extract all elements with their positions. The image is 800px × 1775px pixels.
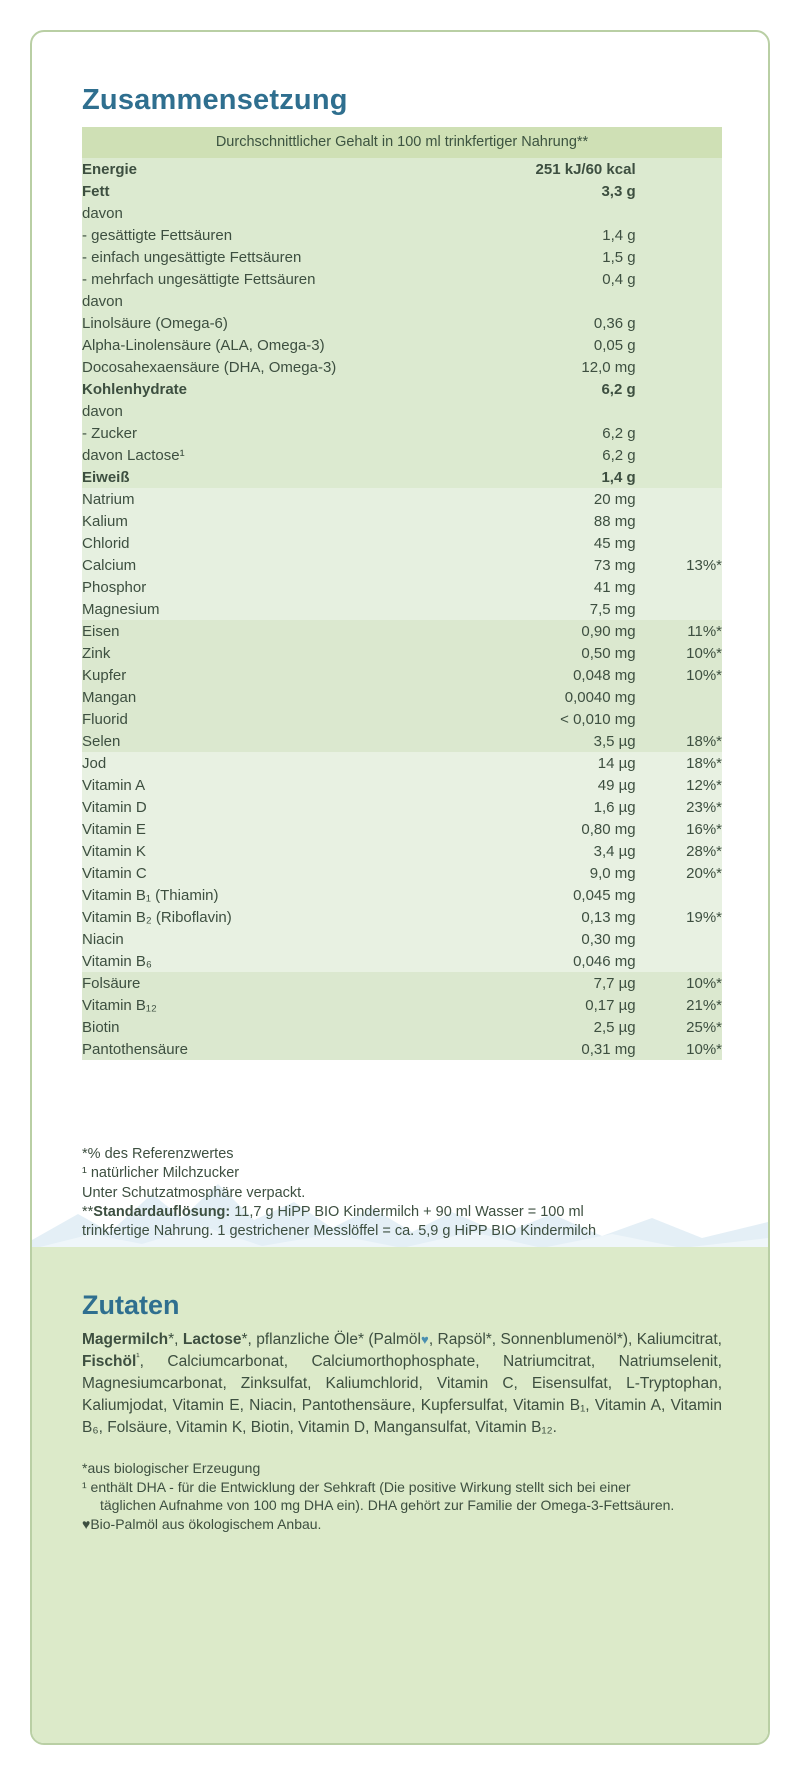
nutrient-label: Pantothensäure [82, 1038, 458, 1060]
nutrient-label: Eiweiß [82, 466, 458, 488]
nutrient-percent [636, 488, 722, 510]
ingredients-sep-3: , Rapsöl*, Sonnenblumenöl*), Kaliumcitrat, [428, 1331, 722, 1348]
nutrient-label: Vitamin E [82, 818, 458, 840]
table-row [82, 994, 722, 1016]
nutrient-label: Fluorid [82, 708, 458, 730]
nutrient-label: Fett [82, 180, 458, 202]
nutrition-table [82, 158, 722, 1060]
nutrient-label: Jod [82, 752, 458, 774]
table-row [82, 642, 722, 664]
nutrient-label: Energie [82, 158, 458, 180]
footnote-prep-stars: ** [82, 1203, 94, 1220]
nutrient-value [458, 400, 636, 422]
nutrient-percent [636, 180, 722, 202]
table-row [82, 796, 722, 818]
nutrient-label: - Zucker [82, 422, 458, 444]
table-row [82, 554, 722, 576]
nutrient-percent: 18%* [636, 752, 722, 774]
table-row [82, 598, 722, 620]
table-row [82, 818, 722, 840]
nutrient-value: 0,36 g [458, 312, 636, 334]
nutrient-value: 88 mg [458, 510, 636, 532]
nutrient-label: Vitamin D [82, 796, 458, 818]
nutrient-value: 0,17 µg [458, 994, 636, 1016]
nutrient-label: Folsäure [82, 972, 458, 994]
nutrition-table-wrap [82, 127, 722, 1060]
nutrient-percent: 11%* [636, 620, 722, 642]
nutrient-value: 2,5 µg [458, 1016, 636, 1038]
nutrient-percent: 25%* [636, 1016, 722, 1038]
nutrient-label: Kupfer [82, 664, 458, 686]
nutrient-value: 0,13 mg [458, 906, 636, 928]
footnote-lactose: ¹ natürlicher Milchzucker [82, 1165, 240, 1182]
nutrient-label: Magnesium [82, 598, 458, 620]
nutrient-percent: 12%* [636, 774, 722, 796]
nutrient-percent: 28%* [636, 840, 722, 862]
nutrient-label: - einfach ungesättigte Fettsäuren [82, 246, 458, 268]
table-row [82, 466, 722, 488]
nutrient-label: Selen [82, 730, 458, 752]
nutrient-percent: 10%* [636, 642, 722, 664]
nutrient-percent [636, 950, 722, 972]
table-row [82, 1038, 722, 1060]
nutrient-value: 73 mg [458, 554, 636, 576]
nutrient-percent [636, 598, 722, 620]
nutrient-value: 7,7 µg [458, 972, 636, 994]
table-row [82, 752, 722, 774]
nutrient-value: 20 mg [458, 488, 636, 510]
nutrient-label: Vitamin B₂ (Riboflavin) [82, 906, 458, 928]
nutrient-percent [636, 928, 722, 950]
nutrient-label: Vitamin C [82, 862, 458, 884]
nutrient-value: 251 kJ/60 kcal [458, 158, 636, 180]
table-row [82, 620, 722, 642]
nutrient-value: 3,5 µg [458, 730, 636, 752]
table-row [82, 180, 722, 202]
heart-icon-note: ♥ [82, 1515, 91, 1532]
ingredients-title: Zutaten [82, 1290, 180, 1320]
nutrient-label: davon [82, 290, 458, 312]
label-card [30, 30, 770, 1745]
nutrient-label: Docosahexaensäure (DHA, Omega-3) [82, 356, 458, 378]
nutrient-label: Zink [82, 642, 458, 664]
footnote-packaging: Unter Schutzatmosphäre verpackt. [82, 1184, 306, 1201]
nutrient-percent: 16%* [636, 818, 722, 840]
nutrient-value: 14 µg [458, 752, 636, 774]
table-row [82, 972, 722, 994]
table-row [82, 708, 722, 730]
table-row [82, 224, 722, 246]
nutrient-label: Niacin [82, 928, 458, 950]
nutrient-label: Kohlenhydrate [82, 378, 458, 400]
nutrient-label: Linolsäure (Omega-6) [82, 312, 458, 334]
table-row [82, 774, 722, 796]
nutrient-percent: 10%* [636, 1038, 722, 1060]
footnote-prep-rest: 11,7 g HiPP BIO Kindermilch + 90 ml Wasser = 100 ml [230, 1203, 584, 1220]
nutrient-label: Vitamin A [82, 774, 458, 796]
ingredients-notes [82, 1459, 722, 1533]
table-footnotes [82, 1145, 732, 1241]
table-row [82, 158, 722, 180]
nutrition-table-header: Durchschnittlicher Gehalt in 100 ml trinkfertiger Nahrung** [82, 127, 722, 158]
nutrient-value: 0,05 g [458, 334, 636, 356]
footnote-preparation-2: trinkfertige Nahrung. 1 gestrichener Messlöffel = ca. 5,9 g HiPP BIO Kindermilch [82, 1223, 597, 1240]
nutrient-percent [636, 466, 722, 488]
nutrient-percent [636, 400, 722, 422]
table-row [82, 246, 722, 268]
nutrient-percent [636, 422, 722, 444]
table-row [82, 422, 722, 444]
table-row [82, 664, 722, 686]
nutrient-percent [636, 246, 722, 268]
nutrient-value: 0,31 mg [458, 1038, 636, 1060]
table-row [82, 312, 722, 334]
nutrient-value: 41 mg [458, 576, 636, 598]
nutrient-value: < 0,010 mg [458, 708, 636, 730]
nutrient-value: 1,4 g [458, 224, 636, 246]
nutrient-label: davon [82, 202, 458, 224]
table-row [82, 928, 722, 950]
nutrient-value: 3,4 µg [458, 840, 636, 862]
nutrient-percent [636, 158, 722, 180]
nutrient-label: davon [82, 400, 458, 422]
nutrient-percent [636, 686, 722, 708]
nutrient-value: 45 mg [458, 532, 636, 554]
nutrient-value: 0,4 g [458, 268, 636, 290]
nutrient-percent [636, 290, 722, 312]
nutrient-value: 0,045 mg [458, 884, 636, 906]
table-row [82, 290, 722, 312]
nutrient-label: - gesättigte Fettsäuren [82, 224, 458, 246]
note-palm-oil [82, 1515, 722, 1534]
table-row [82, 356, 722, 378]
nutrient-value [458, 202, 636, 224]
nutrient-label: Biotin [82, 1016, 458, 1038]
nutrient-percent [636, 268, 722, 290]
nutrient-label: Vitamin B₆ [82, 950, 458, 972]
nutrient-percent [636, 224, 722, 246]
nutrient-percent [636, 312, 722, 334]
nutrient-value: 12,0 mg [458, 356, 636, 378]
ingredients-sep-2: *, pflanzliche Öle* (Palmöl [241, 1331, 421, 1348]
nutrient-label: Calcium [82, 554, 458, 576]
table-row [82, 862, 722, 884]
footnote-preparation [82, 1203, 732, 1222]
nutrient-value [458, 290, 636, 312]
nutrient-label: Chlorid [82, 532, 458, 554]
ingredient-skimmed-milk: Magermilch [82, 1331, 169, 1348]
nutrient-percent [636, 884, 722, 906]
nutrient-value: 0,0040 mg [458, 686, 636, 708]
heart-icon: ♥ [420, 1332, 429, 1347]
nutrient-percent [636, 202, 722, 224]
nutrient-value: 1,6 µg [458, 796, 636, 818]
nutrient-value: 7,5 mg [458, 598, 636, 620]
nutrient-value: 6,2 g [458, 422, 636, 444]
table-row [82, 1016, 722, 1038]
table-row [82, 268, 722, 290]
table-row [82, 840, 722, 862]
nutrient-value: 0,80 mg [458, 818, 636, 840]
nutrient-percent [636, 444, 722, 466]
nutrient-value: 0,90 mg [458, 620, 636, 642]
nutrient-percent: 13%* [636, 554, 722, 576]
table-row [82, 532, 722, 554]
nutrient-value: 0,046 mg [458, 950, 636, 972]
nutrient-value: 0,30 mg [458, 928, 636, 950]
nutrient-label: Vitamin B₁₂ [82, 994, 458, 1016]
nutrient-percent [636, 510, 722, 532]
nutrient-value: 1,5 g [458, 246, 636, 268]
nutrient-value: 6,2 g [458, 378, 636, 400]
nutrient-percent [636, 334, 722, 356]
nutrient-label: - mehrfach ungesättigte Fettsäuren [82, 268, 458, 290]
nutrient-percent: 10%* [636, 972, 722, 994]
nutrient-value: 6,2 g [458, 444, 636, 466]
nutrient-percent: 20%* [636, 862, 722, 884]
ingredient-fish-oil: Fischöl [82, 1353, 137, 1371]
note-dha: ¹ enthält DHA - für die Entwicklung der Sehkraft (Die positive Wirkung stellt sich bei einer [82, 1478, 631, 1495]
table-row [82, 906, 722, 928]
nutrient-value: 1,4 g [458, 466, 636, 488]
nutrient-value: 9,0 mg [458, 862, 636, 884]
table-row [82, 510, 722, 532]
table-row [82, 730, 722, 752]
nutrient-label: Alpha-Linolensäure (ALA, Omega-3) [82, 334, 458, 356]
nutrient-label: Natrium [82, 488, 458, 510]
note-organic: *aus biologischer Erzeugung [82, 1460, 261, 1476]
footnote-reference-value: *% des Referenzwertes [82, 1146, 234, 1162]
nutrient-label: Vitamin K [82, 840, 458, 862]
nutrient-percent [636, 576, 722, 598]
nutrient-value: 0,50 mg [458, 642, 636, 664]
nutrient-percent [636, 532, 722, 554]
table-row [82, 576, 722, 598]
nutrient-percent: 18%* [636, 730, 722, 752]
ingredients-text [82, 1329, 722, 1439]
table-row [82, 400, 722, 422]
nutrient-percent: 19%* [636, 906, 722, 928]
ingredient-fish-oil-superscript: ¹ [136, 1352, 140, 1363]
nutrient-label: Eisen [82, 620, 458, 642]
footnote-prep-bold: Standardauflösung: [93, 1203, 231, 1220]
note-dha-2: täglichen Aufnahme von 100 mg DHA ein). DHA gehört zur Familie der Omega-3-Fettsäuren. [100, 1497, 675, 1514]
nutrient-label: Kalium [82, 510, 458, 532]
table-row [82, 334, 722, 356]
nutrient-value: 49 µg [458, 774, 636, 796]
nutrient-label: Mangan [82, 686, 458, 708]
table-row [82, 488, 722, 510]
table-row [82, 378, 722, 400]
ingredients-rest: , Calciumcarbonat, Calciumorthophosphate, Natriumcitrat, Natriumselenit, Magnesiumcarbonat, Zinksulfat, Kaliumchlorid, Vitamin C, Eisensulfat, L-Tryptophan, Kaliumjodat, Vitamin E, Niacin, Pantothensäure, Kupfersulfat, Vitamin B₁, Vitamin A, Vitamin B₆, Folsäure, Vitamin K, Biotin, Vitamin D, Mangansulfat, Vitamin B₁₂. [82, 1353, 722, 1437]
nutrient-label: davon Lactose¹ [82, 444, 458, 466]
table-row [82, 884, 722, 906]
nutrient-value: 3,3 g [458, 180, 636, 202]
table-row [82, 444, 722, 466]
nutrient-percent [636, 356, 722, 378]
ingredient-lactose: Lactose [182, 1331, 242, 1348]
nutrient-percent: 10%* [636, 664, 722, 686]
nutrient-percent: 23%* [636, 796, 722, 818]
note-palm-oil-text: Bio-Palmöl aus ökologischem Anbau. [90, 1515, 322, 1532]
table-row [82, 686, 722, 708]
nutrient-percent [636, 378, 722, 400]
table-row [82, 202, 722, 224]
nutrient-label: Phosphor [82, 576, 458, 598]
nutrient-label: Vitamin B₁ (Thiamin) [82, 884, 458, 906]
nutrient-value: 0,048 mg [458, 664, 636, 686]
page-title: Zusammensetzung [82, 84, 348, 116]
nutrient-percent [636, 708, 722, 730]
nutrient-percent: 21%* [636, 994, 722, 1016]
ingredients-sep-1: *, [168, 1331, 183, 1348]
table-row [82, 950, 722, 972]
